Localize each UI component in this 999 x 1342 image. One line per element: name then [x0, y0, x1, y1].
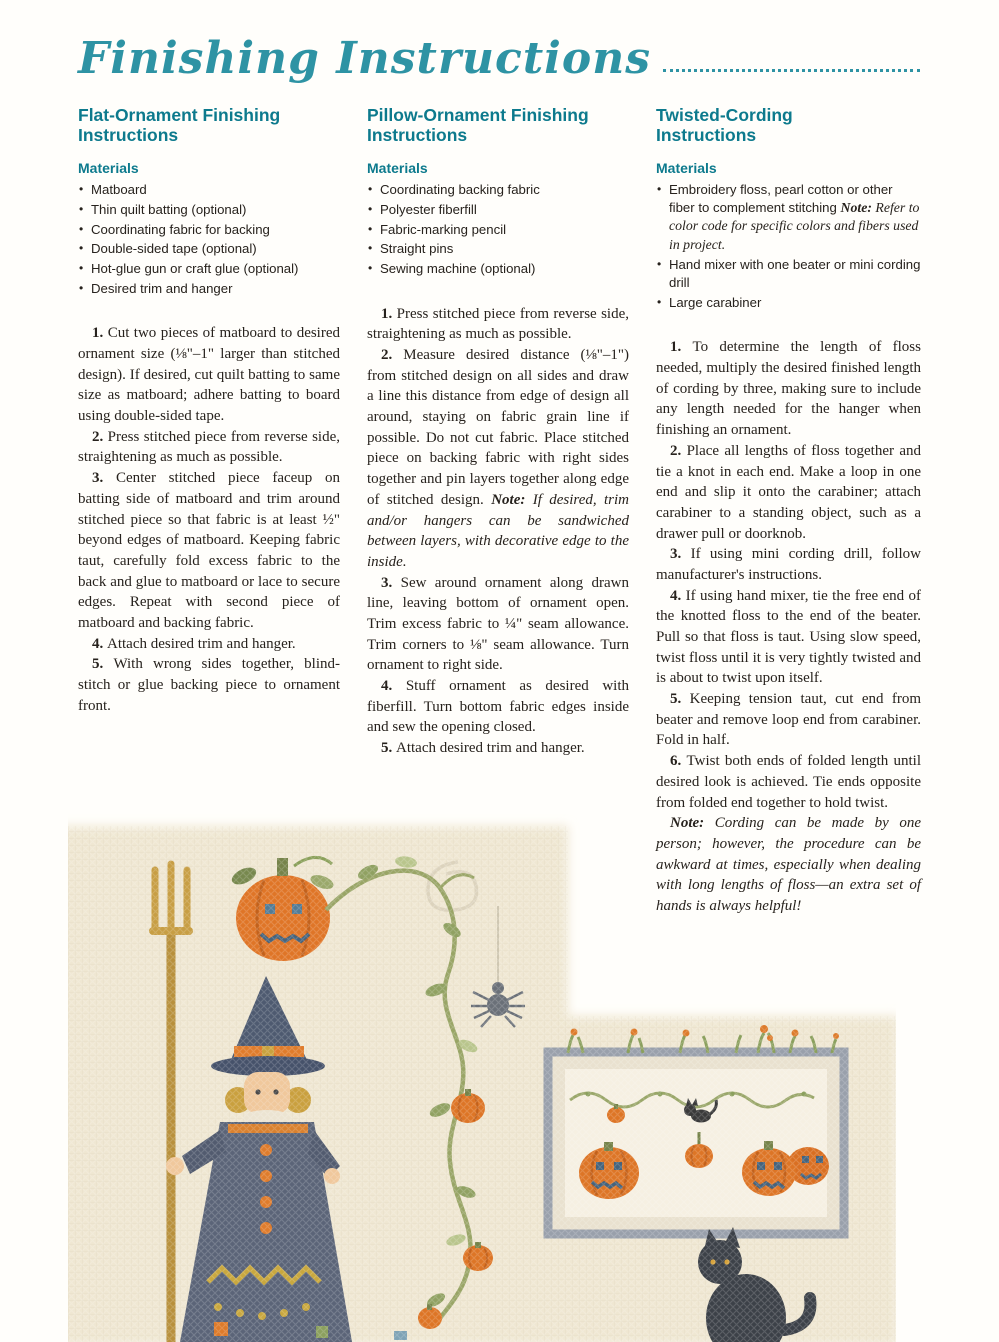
- text-run: Hand mixer with one beater or mini cording drill: [669, 257, 921, 291]
- dotted-leader: [663, 69, 920, 72]
- text-run: Place all lengths of floss together and tie a knot in each end. Make a loop in one end and slip it onto the carabiner; attach carabiner to a standing object, such as a drawer pull or doorknob.: [656, 442, 921, 542]
- text-run: Press stitched piece from reverse side, straightening as much as possible.: [367, 305, 629, 343]
- step-number: 2.: [670, 442, 687, 459]
- text-run: To determine the length of floss needed, multiply the desired finished length of cording by three, making sure to include any length needed for the hanger when finishing an ornament.: [656, 339, 921, 439]
- step-paragraph: [656, 586, 921, 689]
- materials-label: Materials: [367, 160, 428, 177]
- step-number: 3.: [670, 546, 691, 563]
- step-number: 1.: [670, 339, 693, 356]
- text-run: Note:: [491, 491, 526, 508]
- text-run: If using mini cording drill, follow manufacturer's instructions.: [656, 546, 922, 583]
- instruction-columns: [78, 106, 921, 917]
- step-paragraph: [367, 676, 629, 738]
- text-run: Sewing machine (optional): [380, 260, 536, 276]
- steps-list: [78, 323, 340, 716]
- step-number: 2.: [381, 347, 404, 363]
- text-run: Fabric-marking pencil: [380, 221, 507, 237]
- text-run: Twist both ends of folded length until desired look is achieved. Tie ends opposite from folded end together to hold twist.: [656, 753, 922, 811]
- step-paragraph: [367, 345, 629, 573]
- material-item: [367, 181, 629, 199]
- text-run: Polyester fiberfill: [380, 201, 477, 217]
- text-run: With wrong sides together, blind-stitch or glue backing piece to ornament front.: [78, 656, 340, 714]
- material-item: [78, 201, 340, 219]
- text-run: Attach desired trim and hanger.: [396, 740, 585, 757]
- text-run: Hot-glue gun or craft glue (optional): [91, 260, 299, 276]
- step-number: 5.: [92, 656, 114, 673]
- step-paragraph: [656, 689, 921, 751]
- step-paragraph: [656, 751, 921, 813]
- materials-list: [656, 181, 921, 311]
- step-paragraph: [656, 337, 921, 440]
- steps-list: [367, 304, 629, 759]
- material-item: [656, 181, 921, 254]
- step-paragraph: [78, 427, 340, 468]
- material-item: [367, 221, 629, 239]
- text-run: Attach desired trim and hanger.: [107, 635, 296, 652]
- material-item: [656, 256, 921, 291]
- material-item: [78, 280, 340, 298]
- text-run: If desired, trim and/or hangers can be sandwiched between layers, with decorative edge to the inside.: [367, 491, 629, 570]
- material-item: [367, 201, 629, 219]
- column-heading: Twisted-Cording Instructions: [656, 105, 793, 145]
- step-paragraph: [367, 304, 629, 345]
- materials-list: [367, 181, 629, 277]
- step-number: 4.: [381, 678, 406, 694]
- step-number: 1.: [92, 325, 108, 342]
- step-paragraph: [656, 544, 921, 585]
- material-item: [78, 260, 340, 278]
- text-run: Cording can be made by one person; however, the procedure can be awkward at times, especially when dealing with long lengths of floss—an extra set of hands is always helpful!: [656, 815, 921, 914]
- text-run: Large carabiner: [669, 294, 762, 310]
- materials-label: Materials: [78, 160, 139, 177]
- step-number: 3.: [92, 470, 116, 487]
- text-run: Refer to color code for specific colors and fibers used in project.: [669, 199, 920, 252]
- text-run: Stuff ornament as desired with fiberfill. Turn bottom fabric edges inside and sew the opening closed.: [367, 678, 629, 736]
- steps-list: [656, 337, 921, 916]
- text-run: Keeping tension taut, cut end from beater and remove loop end from carabiner. Fold in half.: [656, 691, 922, 749]
- step-number: 1.: [381, 305, 397, 322]
- step-number: 4.: [92, 635, 107, 652]
- material-item: [656, 294, 921, 312]
- text-run: Sew around ornament along drawn line, leaving bottom of ornament open. Trim excess fabric to ¼" seam allowance. Trim corners to ⅛" seam allowance. Turn ornament to right side.: [367, 574, 629, 674]
- text-run: Matboard: [91, 182, 147, 198]
- step-number: 3.: [381, 574, 401, 591]
- material-item: [367, 240, 629, 258]
- step-paragraph: [656, 441, 921, 544]
- materials-label: Materials: [656, 160, 717, 177]
- text-run: Center stitched piece faceup on batting side of matboard and trim around stitched piece so that fabric is at least ½" beyond edges of matboard. Keeping fabric taut, carefully fold excess fabric to the back and glue to matboard or lace to secure edges. Repeat with second piece of matboard and backing fabric.: [78, 470, 341, 631]
- column-heading: Pillow-Ornament Finishing Instructions: [367, 105, 589, 145]
- page-title: Finishing Instructions: [78, 33, 651, 84]
- text-run: If using hand mixer, tie the free end of the knotted floss to the end of the beater. Pull so that floss is taut. Using slow speed, twist floss until it is very tightly twisted and is about to twist upon itself.: [656, 587, 921, 687]
- column-heading: Flat-Ornament Finishing Instructions: [78, 105, 281, 145]
- text-run: Thin quilt batting (optional): [91, 201, 247, 217]
- step-paragraph: [367, 738, 629, 759]
- text-run: Coordinating fabric for backing: [91, 221, 270, 237]
- material-item: [367, 260, 629, 278]
- material-item: [78, 240, 340, 258]
- text-run: Press stitched piece from reverse side, straightening as much as possible.: [78, 428, 340, 466]
- text-run: Measure desired distance (⅛"–1") from stitched design on all sides and draw a line this distance from edge of design all around, staying on fabric grain line if possible. Do not cut fabric. Place stitched piece on backing fabric with right sides together and pin layers together along edge of stitched design.: [367, 347, 630, 508]
- material-item: [78, 221, 340, 239]
- step-number: 4.: [670, 587, 686, 604]
- text-run: Double-sided tape (optional): [91, 241, 257, 257]
- material-item: [78, 181, 340, 199]
- note-paragraph: [656, 813, 921, 916]
- step-paragraph: [78, 323, 340, 426]
- column-pillow-ornament: [367, 106, 629, 917]
- text-run: Straight pins: [380, 241, 454, 257]
- step-number: 5.: [670, 691, 690, 708]
- text-run: Desired trim and hanger: [91, 280, 233, 296]
- text-run: Embroidery floss, pearl cotton or other fiber to complement stitching: [669, 182, 893, 215]
- materials-list: [78, 181, 340, 297]
- step-paragraph: [78, 468, 340, 634]
- text-run: Coordinating backing fabric: [380, 182, 540, 198]
- column-twisted-cording: [656, 106, 921, 917]
- step-number: 5.: [381, 740, 396, 757]
- step-number: 2.: [92, 428, 108, 445]
- text-run: Note:: [670, 815, 705, 832]
- text-run: Note:: [840, 199, 872, 215]
- column-flat-ornament: [78, 106, 340, 917]
- text-run: Cut two pieces of matboard to desired ornament size (⅛"–1" larger than stitched design). If desired, cut quilt batting to same size as matboard; adhere batting to board using double-sided tape.: [78, 325, 341, 425]
- step-paragraph: [78, 634, 340, 655]
- step-number: 6.: [670, 753, 687, 770]
- masthead: [78, 33, 920, 84]
- step-paragraph: [78, 654, 340, 716]
- step-paragraph: [367, 573, 629, 676]
